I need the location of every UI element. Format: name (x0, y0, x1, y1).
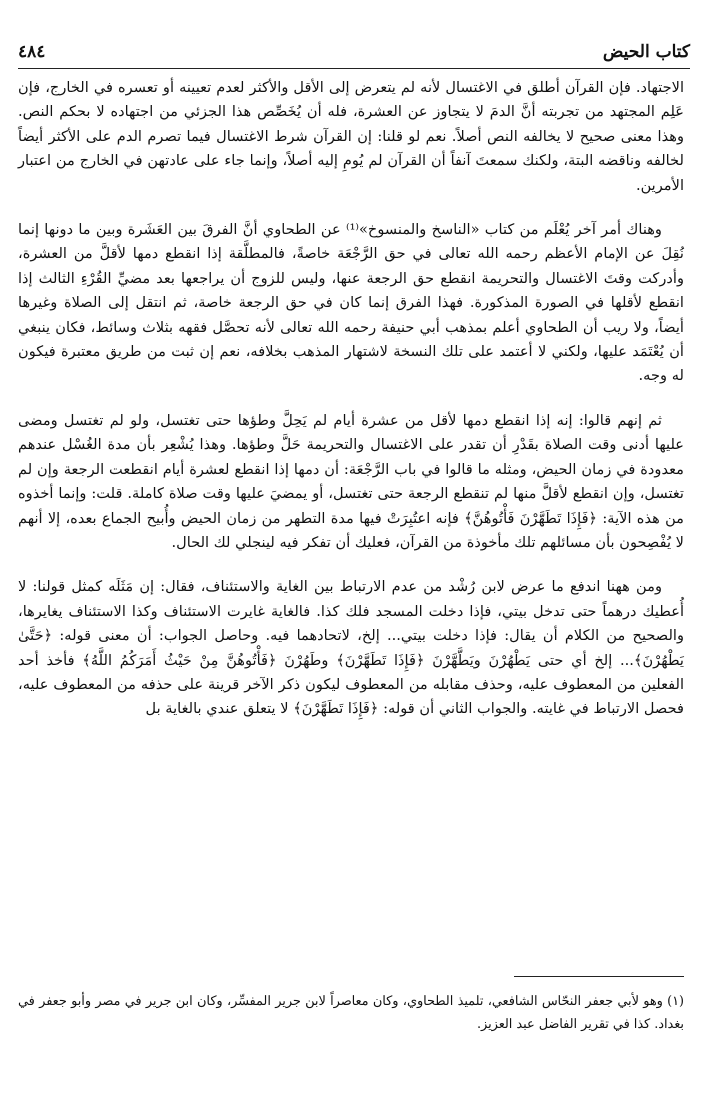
paragraph: وهناك أمر آخر يُعْلَم من كتاب «الناسخ والمنسوخ»⁽¹⁾ عن الطحاوي أنَّ الفرقَ بين العَشَرة وبين ما دونها إنما نُقِلَ عن الإمام الأعظم رحمه الله تعالى في حق الرَّجْعَة خاصةً، فالمطلَّقة إذا انقطع دمها لأقلَّ من العشرة، وأدركت وقتَ الاغتسال والتحريمة انقطع حق الرجعة عنها، وليس للزوج أن يراجعها بعد مضيِّ القُرْءِ الثالث إذا انقطع لأقلها في الصورة المذكورة. فهذا الفرق إنما كان في حق الرجعة خاصة، ثم انتقل إلى الصلاة وغيرها أيضاً، ولا ريب أن الطحاوي أعلم بمذهب أبي حنيفة رحمه الله تعالى لأنه تحصَّل فقهه بثلاث وسائط، فكان ينبغي أن يُعْتَمَد عليها، ولكني لا أعتمد على تلك النسخة لاشتهار المذهب بخلافه، نعم إن ثبت من طريق معتبرة فيكون له وجه. (18, 221, 684, 385)
header-divider (18, 68, 690, 69)
paragraph: ومن ههنا اندفع ما عرض لابن رُشْد من عدم الارتباط بين الغاية والاستئناف، فقال: إن مَثَلَه كمثل قولنا: لا أُعطيك درهماً حتى تدخل بيتي، فإذا دخلت المسجد فلك كذا. فالغاية غايرت الاستئناف وكذا الاستئناف يغايرها، والصحيح من الكلام أن يقال: فإذا دخلت بيتي... إلخ، لاتحادهما فيه. وحاصل الجواب: أن معنى قوله: ﴿حَتَّىٰ يَطْهُرْنَ﴾... إلخ أي حتى يَطْهُرْنَ ويَطَّهَّرْنَ ﴿فَإِذَا تَطَهَّرْنَ﴾ وطَهُرْنَ ﴿فَأْتُوهُنَّ مِنْ حَيْثُ أَمَرَكُمُ اللَّهُ﴾ فأخذ أحد الفعلين من المعطوف عليه، وحذف مقابله من المعطوف ليكون ذكر الآخر قرينة على حذفه من المعطوف عليه، فحصل الارتباط في غايته. والجواب الثاني أن قوله: ﴿فَإِذَا تَطَهَّرْنَ﴾ لا يتعلق عندي بالغاية بل (18, 578, 684, 718)
chapter-title: كتاب الحيض (602, 42, 690, 62)
footnote: (١) وهو لأبي جعفر النحّاس الشافعي، تلميذ الطحاوي، وكان معاصراً لابن جرير المفسِّر، وكان ابن جرير في مصر وأبو جعفر في بغداد. كذا في تقرير الفاضل عبد العزيز. (18, 994, 684, 1032)
running-header (18, 36, 690, 62)
footnote-divider (514, 976, 684, 977)
main-text (18, 76, 684, 742)
page-number: ٤٨٤ (18, 42, 46, 62)
paragraph: الاجتهاد. فإن القرآن أطلق في الاغتسال لأنه لم يتعرض إلى الأقل والأكثر لعدم تعيينه أو تعسره في الخارج، فإن عَلِم المجتهد من تجربته أنَّ الدمَ لا يتجاوز عن العشرة، فله أن يُخَصِّص هذا الجزئي من اجتهاده لا بحكم النص. وهذا معنى صحيح لا يخالفه النص أصلاً. نعم لو قلنا: إن القرآن شرط الاغتسال فيما تصرم الدم على الأكثر أيضاً لخالفه وناقضه البتة، ولكنك سمعتَ آنفاً أن القرآن لم يُومِ إليه أصلاً، وإنما جاء على عادتهن في الخارج من اعتبار الأمرين. (18, 79, 684, 194)
paragraph: ثم إنهم قالوا: إنه إذا انقطع دمها لأقل من عشرة أيام لم يَحِلَّ وطؤها حتى تغتسل، ولو لم تغتسل ومضى عليها أدنى وقت الصلاة بقَدْرِ أن تقدر على الاغتسال والتحريمة حَلَّ وطؤها. وهذا يُشْعِر بأن مدة الغُسْل عندهم معدودة في زمان الحيض، ومثله ما قالوا في باب الرَّجْعَة: أن دمها إذا انقطع لعشرة أيام انقطعت الرجعة وإن لم تغتسل، وإن انقطع لأقلَّ منها لم تنقطع الرجعة حتى تغتسل، أو يمضيَ عليها وقت صلاة كاملة. قلت: وإنما أخذوه من هذه الآية: ﴿فَإِذَا تَطَهَّرْنَ فَأْتُوهُنَّ﴾ فإنه اعتُبِرَتْ فيها مدة التطهر من زمان الحيض وأُبيح الجماع بعده، إلا أنهم لا يُفْصِحون بأن مسائلهم تلك مأخوذة من القرآن، فعليك أن تفكر فيه لينجلي لك الحال. (18, 411, 684, 551)
